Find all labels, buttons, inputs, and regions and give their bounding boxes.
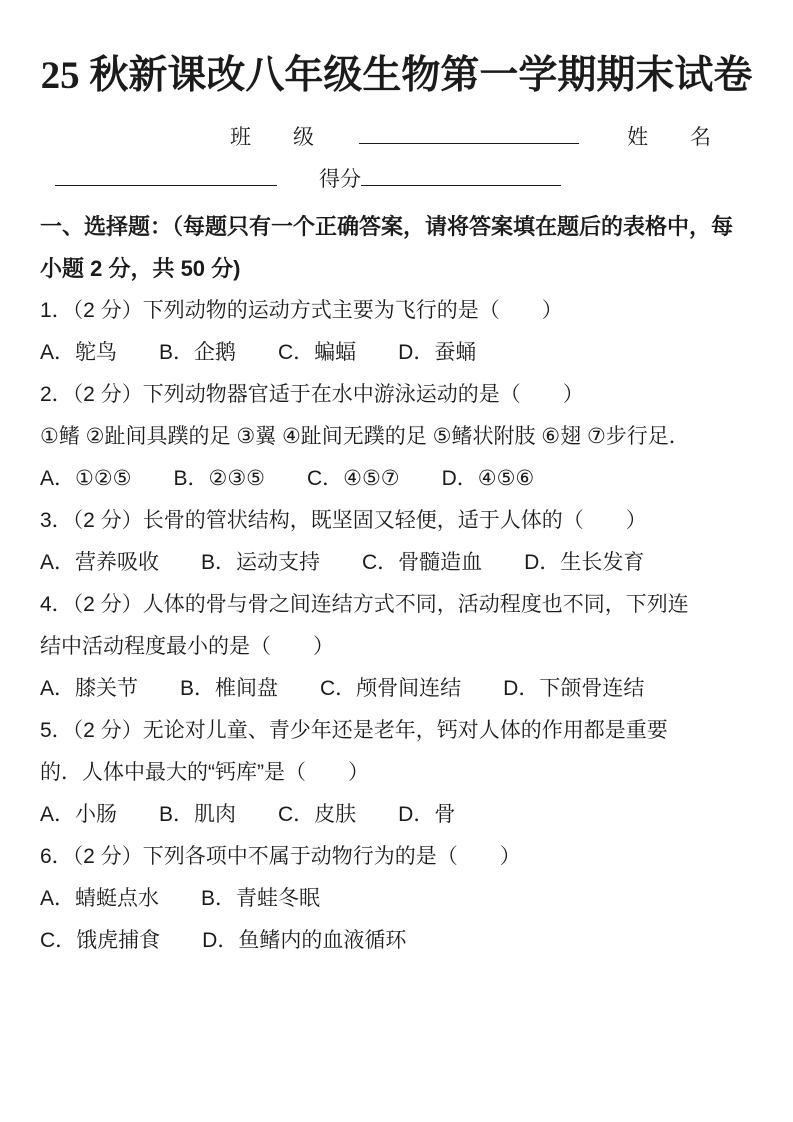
question-6-options-line-2: C．饿虎捕食 D．鱼鳍内的血液循环 (40, 929, 407, 952)
question-4 (40, 584, 753, 710)
question-4-options: A．膝关节 B．椎间盘 C．颅骨间连结 D．下颌骨连结 (40, 677, 645, 700)
score-label: 得分 (319, 167, 361, 191)
question-2-stem: 2．（2 分）下列动物器官适于在水中游泳运动的是（ ） (40, 383, 584, 406)
exam-title: 25 秋新课改八年级生物第一学期期末试卷 (40, 54, 753, 97)
question-6-stem: 6．（2 分）下列各项中不属于动物行为的是（ ） (40, 845, 521, 868)
question-5 (40, 710, 753, 836)
section-heading (40, 206, 753, 290)
header-row-1 (40, 116, 753, 158)
question-3-stem: 3．（2 分）长骨的管状结构，既坚固又轻便，适于人体的（ ） (40, 509, 647, 532)
question-3-options: A．营养吸收 B．运动支持 C．骨髓造血 D．生长发育 (40, 551, 645, 574)
header-row-2 (40, 158, 753, 200)
class-label: 班 级 (230, 125, 314, 149)
class-blank-line (359, 123, 579, 144)
question-4-stem-line-1: 4．（2 分）人体的骨与骨之间连结方式不同，活动程度也不同，下列连 (40, 593, 689, 616)
question-5-options: A．小肠 B．肌肉 C．皮肤 D．骨 (40, 803, 456, 826)
questions-list (40, 290, 753, 962)
question-5-stem-line-1: 5．（2 分）无论对儿童、青少年还是老年，钙对人体的作用都是重要 (40, 719, 668, 742)
question-4-stem-line-2: 结中活动程度最小的是（ ） (40, 635, 334, 658)
name-blank-line (55, 165, 277, 186)
section-heading-line-2: 小题 2 分，共 50 分) (40, 256, 241, 281)
question-6-options-line-1: A．蜻蜓点水 B．青蛙冬眠 (40, 887, 321, 910)
question-6 (40, 836, 753, 962)
question-1-options: A．鸵鸟 B．企鹅 C．蝙蝠 D．蚕蛹 (40, 341, 477, 364)
question-1-stem: 1．（2 分）下列动物的运动方式主要为飞行的是（ ） (40, 299, 563, 322)
section-heading-line-1: 一、选择题：（每题只有一个正确答案，请将答案填在题后的表格中，每 (40, 214, 734, 239)
question-1 (40, 290, 753, 374)
question-2-items: ①鳍 ②趾间具蹼的足 ③翼 ④趾间无蹼的足 ⑤鳍状附肢 ⑥翅 ⑦步行足． (40, 425, 690, 448)
question-2 (40, 374, 753, 500)
question-2-options: A．①②⑤ B．②③⑤ C．④⑤⑦ D．④⑤⑥ (40, 467, 535, 490)
question-3 (40, 500, 753, 584)
score-blank-line (361, 165, 561, 186)
name-label: 姓 名 (627, 125, 711, 149)
question-5-stem-line-2: 的．人体中最大的“钙库”是（ ） (40, 761, 369, 784)
